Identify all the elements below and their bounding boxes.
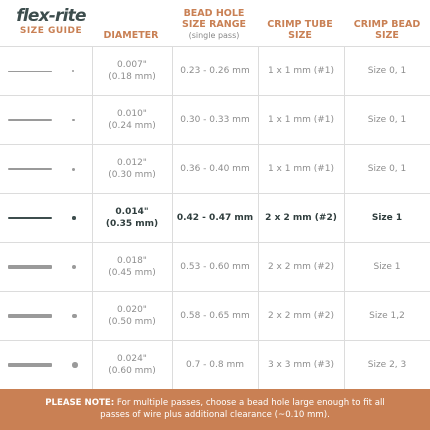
diameter-cell bbox=[92, 47, 172, 95]
diameter-cell bbox=[92, 194, 172, 242]
wire-cross-section bbox=[72, 70, 74, 72]
header-bead-hole-line1: BEAD HOLE bbox=[183, 8, 245, 19]
wire-sample-cell bbox=[0, 341, 92, 389]
diameter-inches: 0.018" bbox=[117, 256, 147, 266]
crimp-tube-cell bbox=[258, 243, 344, 291]
wire-line bbox=[8, 217, 52, 220]
diameter-cell bbox=[92, 96, 172, 144]
wire-sample bbox=[8, 66, 84, 76]
crimp-tube-size: 1 x 1 mm (#1) bbox=[267, 164, 335, 174]
diameter-inches: 0.010" bbox=[117, 109, 147, 119]
bead-hole-range: 0.53 - 0.60 mm bbox=[180, 262, 250, 272]
crimp-bead-size: Size 1 bbox=[371, 213, 403, 223]
table-row bbox=[0, 46, 430, 95]
diameter-inches: 0.024" bbox=[117, 354, 147, 364]
diameter-inches: 0.020" bbox=[117, 305, 147, 315]
header-diameter-label: DIAMETER bbox=[103, 30, 159, 41]
wire-sample-cell bbox=[0, 47, 92, 95]
table-row bbox=[0, 193, 430, 242]
wire-sample-cell bbox=[0, 292, 92, 340]
crimp-tube-cell bbox=[258, 194, 344, 242]
crimp-tube-cell bbox=[258, 341, 344, 389]
wire-sample-cell bbox=[0, 96, 92, 144]
header-crimp-tube-line1: CRIMP TUBE bbox=[267, 19, 333, 30]
diameter-cell bbox=[92, 341, 172, 389]
bead-hole-range: 0.42 - 0.47 mm bbox=[176, 213, 254, 223]
crimp-bead-cell bbox=[344, 145, 430, 193]
wire-line bbox=[8, 265, 52, 268]
header-crimp-tube-line2: SIZE bbox=[288, 30, 312, 41]
wire-sample bbox=[8, 262, 84, 272]
wire-line bbox=[8, 71, 52, 72]
diameter-inches: 0.014" bbox=[115, 207, 149, 217]
wire-line bbox=[8, 168, 52, 170]
header-bead-hole-line2: SIZE RANGE bbox=[182, 19, 246, 30]
table-row bbox=[0, 340, 430, 389]
wire-sample bbox=[8, 164, 84, 174]
wire-cross-section bbox=[72, 168, 75, 171]
crimp-bead-cell bbox=[344, 96, 430, 144]
bead-hole-range: 0.58 - 0.65 mm bbox=[180, 311, 250, 321]
crimp-tube-cell bbox=[258, 145, 344, 193]
crimp-tube-size: 2 x 2 mm (#2) bbox=[265, 213, 337, 223]
bead-hole-cell bbox=[172, 145, 258, 193]
wire-sample-cell bbox=[0, 194, 92, 242]
header-crimp-bead-line1: CRIMP BEAD bbox=[353, 19, 421, 30]
diameter-cell bbox=[92, 145, 172, 193]
wire-sample bbox=[8, 213, 84, 223]
diameter-mm: (0.60 mm) bbox=[108, 366, 156, 376]
crimp-tube-size: 1 x 1 mm (#1) bbox=[267, 115, 335, 125]
diameter-mm: (0.30 mm) bbox=[108, 170, 156, 180]
wire-cross-section bbox=[72, 216, 76, 220]
crimp-bead-cell bbox=[344, 194, 430, 242]
bead-hole-cell bbox=[172, 243, 258, 291]
diameter-mm: (0.45 mm) bbox=[108, 268, 156, 278]
bead-hole-cell bbox=[172, 341, 258, 389]
wire-line bbox=[8, 314, 52, 318]
brand-name: flex-rite bbox=[16, 6, 86, 26]
diameter-inches: 0.012" bbox=[117, 158, 147, 168]
crimp-bead-cell bbox=[344, 47, 430, 95]
bead-hole-cell bbox=[172, 96, 258, 144]
table-row bbox=[0, 291, 430, 340]
wire-sample-cell bbox=[0, 145, 92, 193]
crimp-tube-size: 1 x 1 mm (#1) bbox=[267, 66, 335, 76]
header-bead-hole-sub: (single pass) bbox=[188, 31, 240, 40]
table-header bbox=[0, 0, 430, 46]
note-text: For multiple passes, choose a bead hole large enough to fit all passes of wire plus additional clearance (~0.10 mm). bbox=[100, 398, 385, 420]
brand-subtitle: SIZE GUIDE bbox=[19, 26, 83, 36]
bead-hole-cell bbox=[172, 292, 258, 340]
diameter-cell bbox=[92, 243, 172, 291]
bead-hole-cell bbox=[172, 194, 258, 242]
wire-line bbox=[8, 119, 52, 121]
brand-logo bbox=[6, 6, 96, 37]
crimp-tube-size: 3 x 3 mm (#3) bbox=[267, 360, 335, 370]
crimp-tube-cell bbox=[258, 47, 344, 95]
crimp-tube-size: 2 x 2 mm (#2) bbox=[267, 262, 335, 272]
crimp-bead-size: Size 0, 1 bbox=[367, 164, 407, 174]
wire-cross-section bbox=[72, 119, 75, 122]
crimp-bead-size: Size 0, 1 bbox=[367, 115, 407, 125]
table-row bbox=[0, 144, 430, 193]
wire-sample bbox=[8, 360, 84, 370]
crimp-bead-cell bbox=[344, 243, 430, 291]
bead-hole-range: 0.23 - 0.26 mm bbox=[180, 66, 250, 76]
table-row bbox=[0, 95, 430, 144]
bead-hole-cell bbox=[172, 47, 258, 95]
diameter-mm: (0.18 mm) bbox=[108, 72, 156, 82]
diameter-cell bbox=[92, 292, 172, 340]
diameter-mm: (0.50 mm) bbox=[108, 317, 156, 327]
crimp-bead-cell bbox=[344, 341, 430, 389]
wire-line bbox=[8, 363, 52, 368]
note-label: PLEASE NOTE: bbox=[45, 398, 115, 408]
bead-hole-range: 0.30 - 0.33 mm bbox=[180, 115, 250, 125]
table-body bbox=[0, 46, 430, 389]
wire-cross-section bbox=[72, 265, 76, 269]
bead-hole-range: 0.7 - 0.8 mm bbox=[186, 360, 244, 370]
wire-sample-cell bbox=[0, 243, 92, 291]
wire-cross-section bbox=[72, 362, 78, 368]
crimp-bead-size: Size 2, 3 bbox=[367, 360, 407, 370]
wire-cross-section bbox=[72, 314, 77, 319]
bead-hole-range: 0.36 - 0.40 mm bbox=[180, 164, 250, 174]
wire-sample bbox=[8, 311, 84, 321]
diameter-inches: 0.007" bbox=[117, 60, 147, 70]
crimp-bead-size: Size 1,2 bbox=[369, 311, 405, 321]
crimp-tube-cell bbox=[258, 292, 344, 340]
crimp-tube-size: 2 x 2 mm (#2) bbox=[267, 311, 335, 321]
table-row bbox=[0, 242, 430, 291]
crimp-bead-cell bbox=[344, 292, 430, 340]
header-crimp-bead-line2: SIZE bbox=[375, 30, 399, 41]
crimp-tube-cell bbox=[258, 96, 344, 144]
crimp-bead-size: Size 0, 1 bbox=[367, 66, 407, 76]
diameter-mm: (0.24 mm) bbox=[108, 121, 156, 131]
wire-sample bbox=[8, 115, 84, 125]
crimp-bead-size: Size 1 bbox=[373, 262, 401, 272]
diameter-mm: (0.35 mm) bbox=[105, 219, 159, 229]
please-note bbox=[0, 389, 430, 430]
